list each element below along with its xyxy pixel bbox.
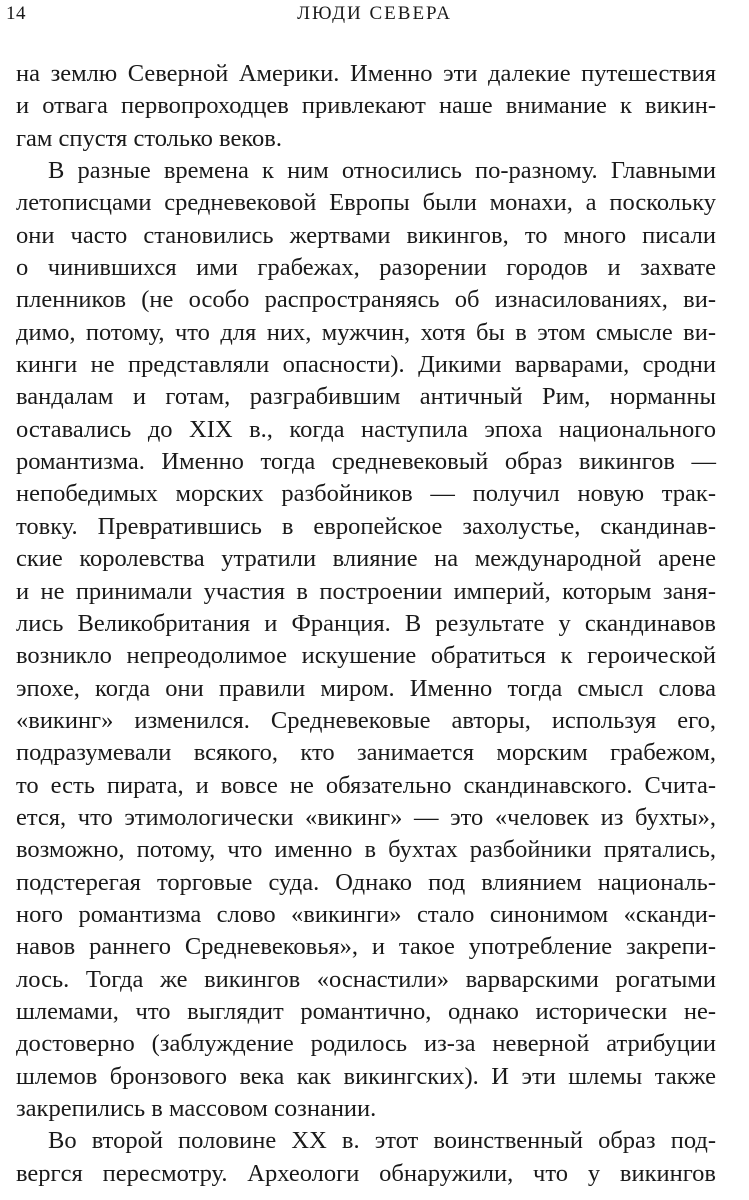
text-line: вергся пересмотру. Археологи обнаружили, что у викингов: [16, 1159, 716, 1187]
text-line: ного романтизма слово «викинги» стало синонимом «сканди-: [16, 900, 716, 928]
text-line: гам спустя столько веков.: [16, 124, 282, 152]
text-line: на землю Северной Америки. Именно эти далекие путешествия: [16, 60, 716, 87]
text-line: лось. Тогда же викингов «оснастили» варварскими рогатыми: [16, 965, 716, 993]
text-line: В разные времена к ним относились по-разному. Главными: [48, 157, 716, 185]
text-line: товку. Превратившись в европейское захолустье, скандинав-: [16, 512, 716, 540]
running-head: [6, 3, 743, 27]
text-line: ские королевства утратили влияние на международной арене: [16, 545, 716, 573]
text-line: то есть пирата, и вовсе не обязательно скандинавского. Счита-: [16, 771, 716, 799]
text-line: романтизма. Именно тогда средневековый образ викингов —: [16, 448, 716, 476]
text-line: эпохе, когда они правили миром. Именно тогда смысл слова: [16, 674, 716, 702]
text-line: димо, потому, что для них, мужчин, хотя бы в этом смысле ви-: [16, 318, 716, 346]
text-line: возможно, потому, что именно в бухтах разбойники прятались,: [16, 836, 716, 864]
text-line: непобедимых морских разбойников — получил новую трак-: [16, 480, 716, 508]
text-line: закрепились в массовом сознании.: [16, 1095, 377, 1122]
text-line: оставались до XIX в., когда наступила эпоха национального: [16, 415, 716, 443]
text-line: достоверно (заблуждение родилось из-за неверной атрибуции: [16, 1030, 716, 1058]
text-line: шлемов бронзового века как викингских). И эти шлемы также: [16, 1062, 716, 1090]
body-text: [16, 58, 716, 1190]
text-line: и не принимали участия в построении империй, которым заня-: [16, 577, 716, 605]
text-line: подстерегая торговые суда. Однако под влиянием националь-: [16, 868, 716, 896]
text-line: «викинг» изменился. Средневековые авторы, используя его,: [16, 706, 716, 734]
text-line: летописцами средневековой Европы были монахи, а поскольку: [16, 189, 716, 217]
text-line: и отвага первопроходцев привлекают наше внимание к викин-: [16, 92, 716, 120]
text-line: шлемами, что выглядит романтично, однако исторически не-: [16, 997, 716, 1025]
text-line: Во второй половине XX в. этот воинственный образ под-: [48, 1127, 716, 1155]
page-number: 14: [6, 3, 26, 24]
text-line: подразумевали всякого, кто занимается морским грабежом,: [16, 739, 716, 767]
text-line: возникло непреодолимое искушение обратиться к героической: [16, 642, 716, 670]
text-line: о чинившихся ими грабежах, разорении городов и захвате: [16, 254, 716, 282]
text-line: они часто становились жертвами викингов, то много писали: [16, 221, 716, 249]
text-line: ется, что этимологически «викинг» — это «человек из бухты»,: [16, 803, 716, 831]
text-line: пленников (не особо распространяясь об изнасилованиях, ви-: [16, 286, 716, 314]
text-line: вандалам и готам, разграбившим античный Рим, норманны: [16, 383, 716, 411]
text-line: навов раннего Средневековья», и такое употребление закрепи-: [16, 933, 716, 961]
running-title: ЛЮДИ СЕВЕРА: [297, 3, 452, 24]
text-line: кинги не представляли опасности). Дикими варварами, сродни: [16, 351, 716, 379]
text-line: лись Великобритания и Франция. В результате у скандинавов: [16, 609, 716, 637]
